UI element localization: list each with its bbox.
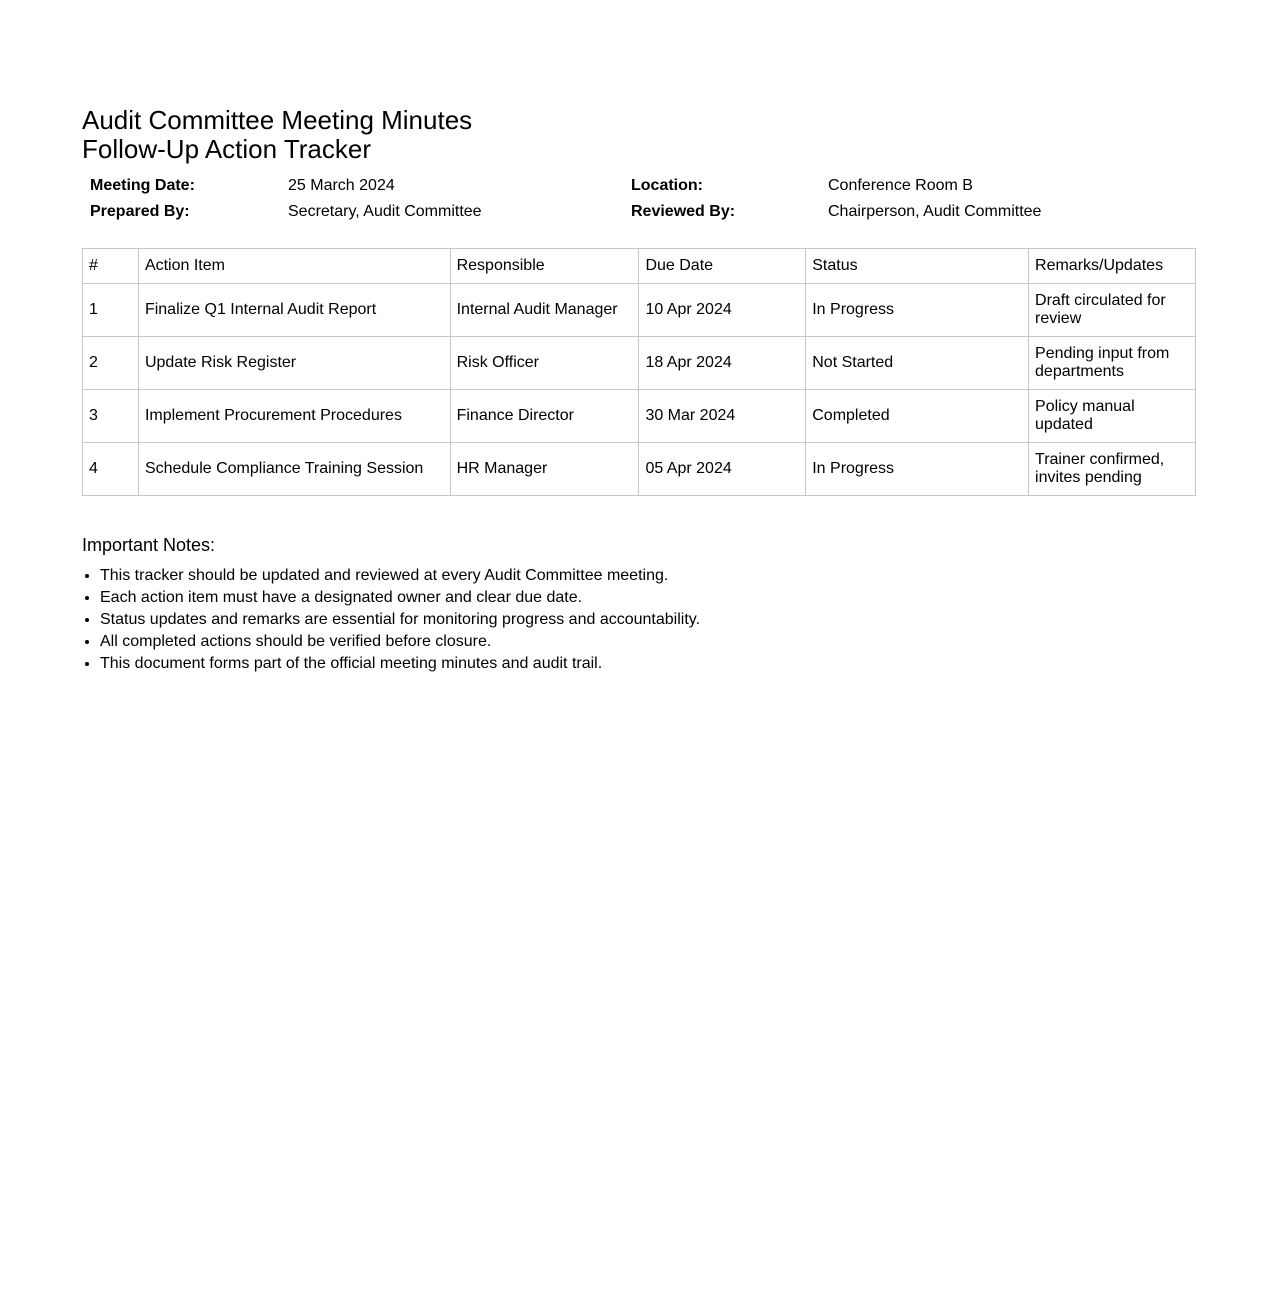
cell-number: 1	[83, 284, 139, 337]
notes-heading: Important Notes:	[82, 535, 216, 555]
meeting-date-value: 25 March 2024	[288, 177, 395, 194]
location-value: Conference Room B	[828, 177, 973, 194]
column-header-status: Status	[806, 249, 1029, 284]
column-header-due-date: Due Date	[639, 249, 806, 284]
table-row	[83, 390, 1196, 443]
cell-action-item: Implement Procurement Procedures	[138, 390, 450, 443]
location-label: Location:	[631, 177, 703, 194]
cell-action-item: Schedule Compliance Training Session	[138, 443, 450, 496]
column-header-remarks: Remarks/Updates	[1029, 249, 1196, 284]
cell-number: 2	[83, 337, 139, 390]
meeting-info-row	[82, 173, 1196, 199]
meeting-info-row	[82, 199, 1196, 225]
cell-responsible: Internal Audit Manager	[450, 284, 639, 337]
list-item: • This tracker should be updated and reviewed at every Audit Committee meeting.	[100, 565, 1196, 587]
cell-remarks: Pending input from departments	[1029, 337, 1196, 390]
table-row	[83, 443, 1196, 496]
meeting-info	[82, 173, 1196, 225]
cell-due-date: 18 Apr 2024	[639, 337, 806, 390]
cell-remarks: Trainer confirmed, invites pending	[1029, 443, 1196, 496]
cell-status: Not Started	[806, 337, 1029, 390]
column-header-responsible: Responsible	[450, 249, 639, 284]
cell-due-date: 30 Mar 2024	[639, 390, 806, 443]
list-item: • All completed actions should be verified before closure.	[100, 631, 1196, 653]
cell-remarks: Draft circulated for review	[1029, 284, 1196, 337]
cell-status: In Progress	[806, 284, 1029, 337]
table-row	[83, 337, 1196, 390]
column-header-number: #	[83, 249, 139, 284]
action-tracker-table	[82, 248, 1196, 496]
cell-status: Completed	[806, 390, 1029, 443]
cell-responsible: Finance Director	[450, 390, 639, 443]
reviewed-by-value: Chairperson, Audit Committee	[828, 203, 1042, 220]
prepared-by-label: Prepared By:	[90, 203, 190, 220]
list-item: • This document forms part of the official meeting minutes and audit trail.	[100, 653, 1196, 675]
cell-due-date: 10 Apr 2024	[639, 284, 806, 337]
cell-number: 4	[83, 443, 139, 496]
document-title	[82, 106, 1196, 164]
cell-responsible: Risk Officer	[450, 337, 639, 390]
notes-list	[82, 565, 1196, 675]
title-line-2: Follow-Up Action Tracker	[82, 134, 371, 164]
column-header-action-item: Action Item	[138, 249, 450, 284]
cell-due-date: 05 Apr 2024	[639, 443, 806, 496]
cell-remarks: Policy manual updated	[1029, 390, 1196, 443]
title-line-1: Audit Committee Meeting Minutes	[82, 105, 473, 135]
prepared-by-value: Secretary, Audit Committee	[288, 203, 482, 220]
table-row	[83, 284, 1196, 337]
reviewed-by-label: Reviewed By:	[631, 203, 736, 220]
cell-action-item: Update Risk Register	[138, 337, 450, 390]
cell-action-item: Finalize Q1 Internal Audit Report	[138, 284, 450, 337]
cell-number: 3	[83, 390, 139, 443]
list-item: • Each action item must have a designated owner and clear due date.	[100, 587, 1196, 609]
table-header-row	[83, 249, 1196, 284]
cell-status: In Progress	[806, 443, 1029, 496]
list-item: • Status updates and remarks are essential for monitoring progress and accountability.	[100, 609, 1196, 631]
meeting-date-label: Meeting Date:	[90, 177, 195, 194]
cell-responsible: HR Manager	[450, 443, 639, 496]
